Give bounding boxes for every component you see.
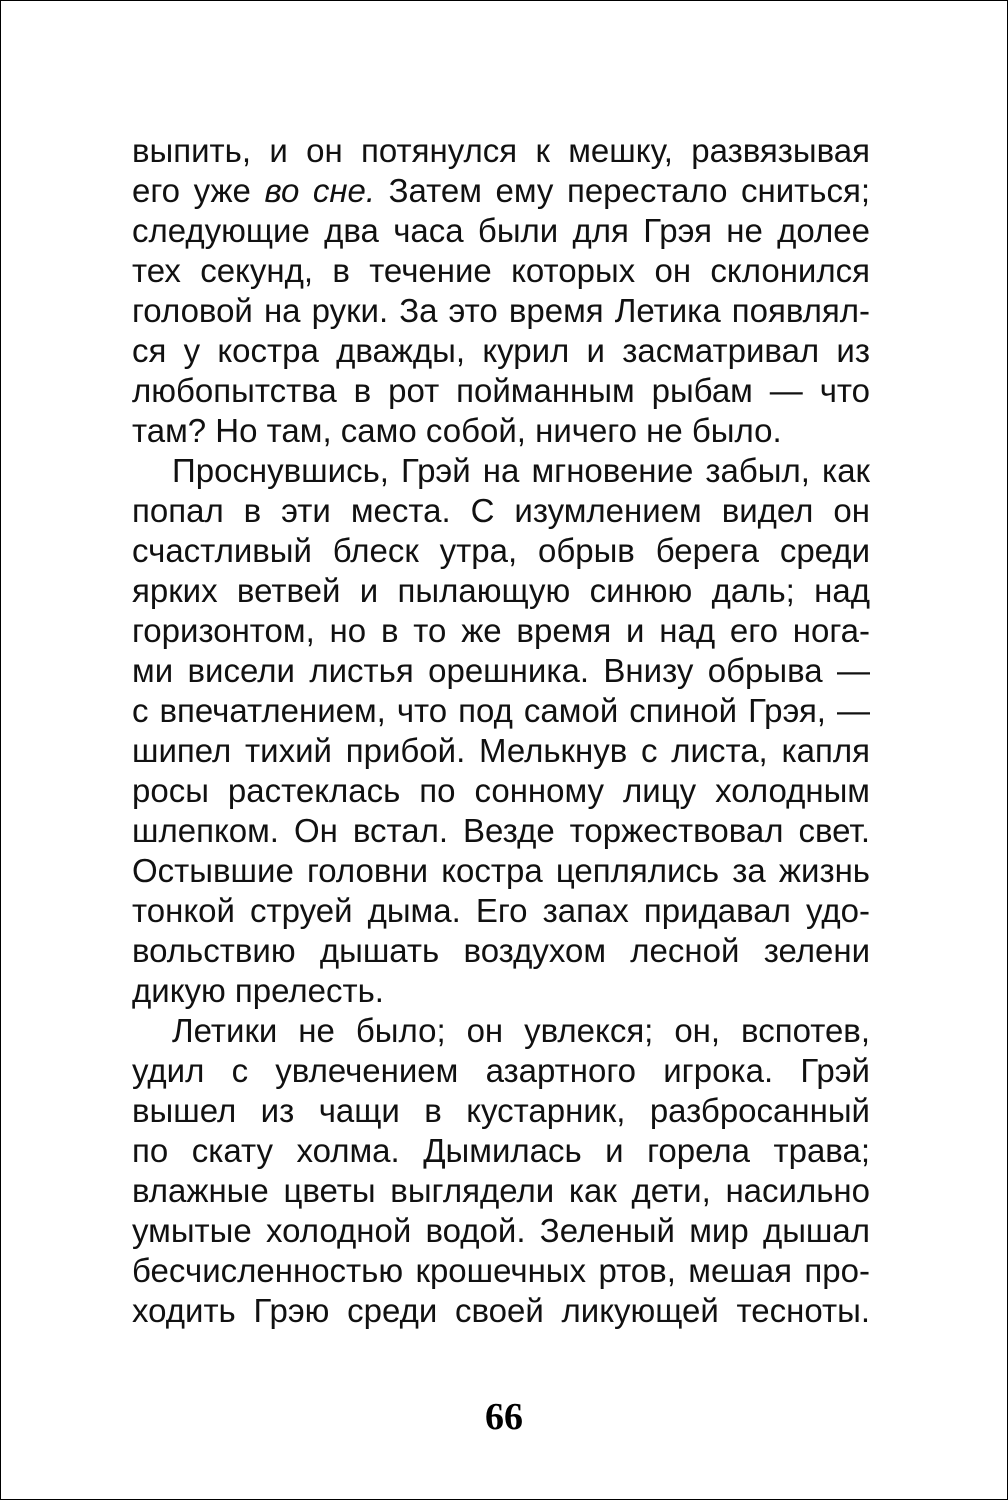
text-line: горизонтом, но в то же время и над его нога-	[132, 612, 870, 649]
text-line: выпить, и он потянулся к мешку, развязывая	[132, 132, 870, 169]
text-line: шлепком. Он встал. Везде торжествовал свет.	[132, 812, 870, 849]
paragraph-first-line: Летики не было; он увлекся; он, вспотев,	[172, 1012, 870, 1049]
paragraph-first-line: Проснувшись, Грэй на мгновение забыл, как	[172, 452, 870, 489]
text-line: тонкой струей дыма. Его запах придавал удо-	[132, 892, 870, 929]
text-line: следующие два часа были для Грэя не долее	[132, 212, 870, 249]
text-line: там? Но там, само собой, ничего не было.	[132, 412, 782, 449]
text-line: ярких ветвей и пылающую синюю даль; над	[132, 572, 870, 609]
text-span: его уже	[132, 172, 265, 209]
text-line: влажные цветы выглядели как дети, насильно	[132, 1172, 870, 1209]
text-line: с впечатлением, что под самой спиной Грэя, —	[132, 692, 870, 729]
text-line	[132, 171, 870, 211]
page-number: 66	[485, 1396, 523, 1438]
text-line: счастливый блеск утра, обрыв берега среди	[132, 532, 870, 569]
italic-phrase: во сне.	[264, 172, 376, 209]
text-line: ся у костра дважды, курил и засматривал из	[132, 332, 870, 369]
text-line: попал в эти места. С изумлением видел он	[132, 492, 870, 529]
text-line: тех секунд, в течение которых он склонился	[132, 252, 870, 289]
text-line: ходить Грэю среди своей ликующей тесноты.	[132, 1292, 870, 1329]
text-line: вышел из чащи в кустарник, разбросанный	[132, 1092, 870, 1129]
text-line: вольствию дышать воздухом лесной зелени	[132, 932, 870, 969]
text-line: любопытства в рот пойманным рыбам — что	[132, 372, 870, 409]
text-line: дикую прелесть.	[132, 972, 384, 1009]
text-line: росы растеклась по сонному лицу холодным	[132, 772, 870, 809]
body-text	[132, 131, 870, 1331]
text-line: умытые холодной водой. Зеленый мир дышал	[132, 1212, 870, 1249]
text-line: головой на руки. За это время Летика появлял-	[132, 292, 870, 329]
text-line: удил с увлечением азартного игрока. Грэй	[132, 1052, 870, 1089]
text-line: ми висели листья орешника. Внизу обрыва —	[132, 652, 870, 689]
text-line: бесчисленностью крошечных ртов, мешая про-	[132, 1252, 870, 1289]
text-line: по скату холма. Дымилась и горела трава;	[132, 1132, 870, 1169]
text-line: Остывшие головни костра цеплялись за жизнь	[132, 852, 870, 889]
text-line: шипел тихий прибой. Мелькнув с листа, капля	[132, 732, 870, 769]
text-span: Затем ему перестало сниться;	[375, 172, 871, 209]
